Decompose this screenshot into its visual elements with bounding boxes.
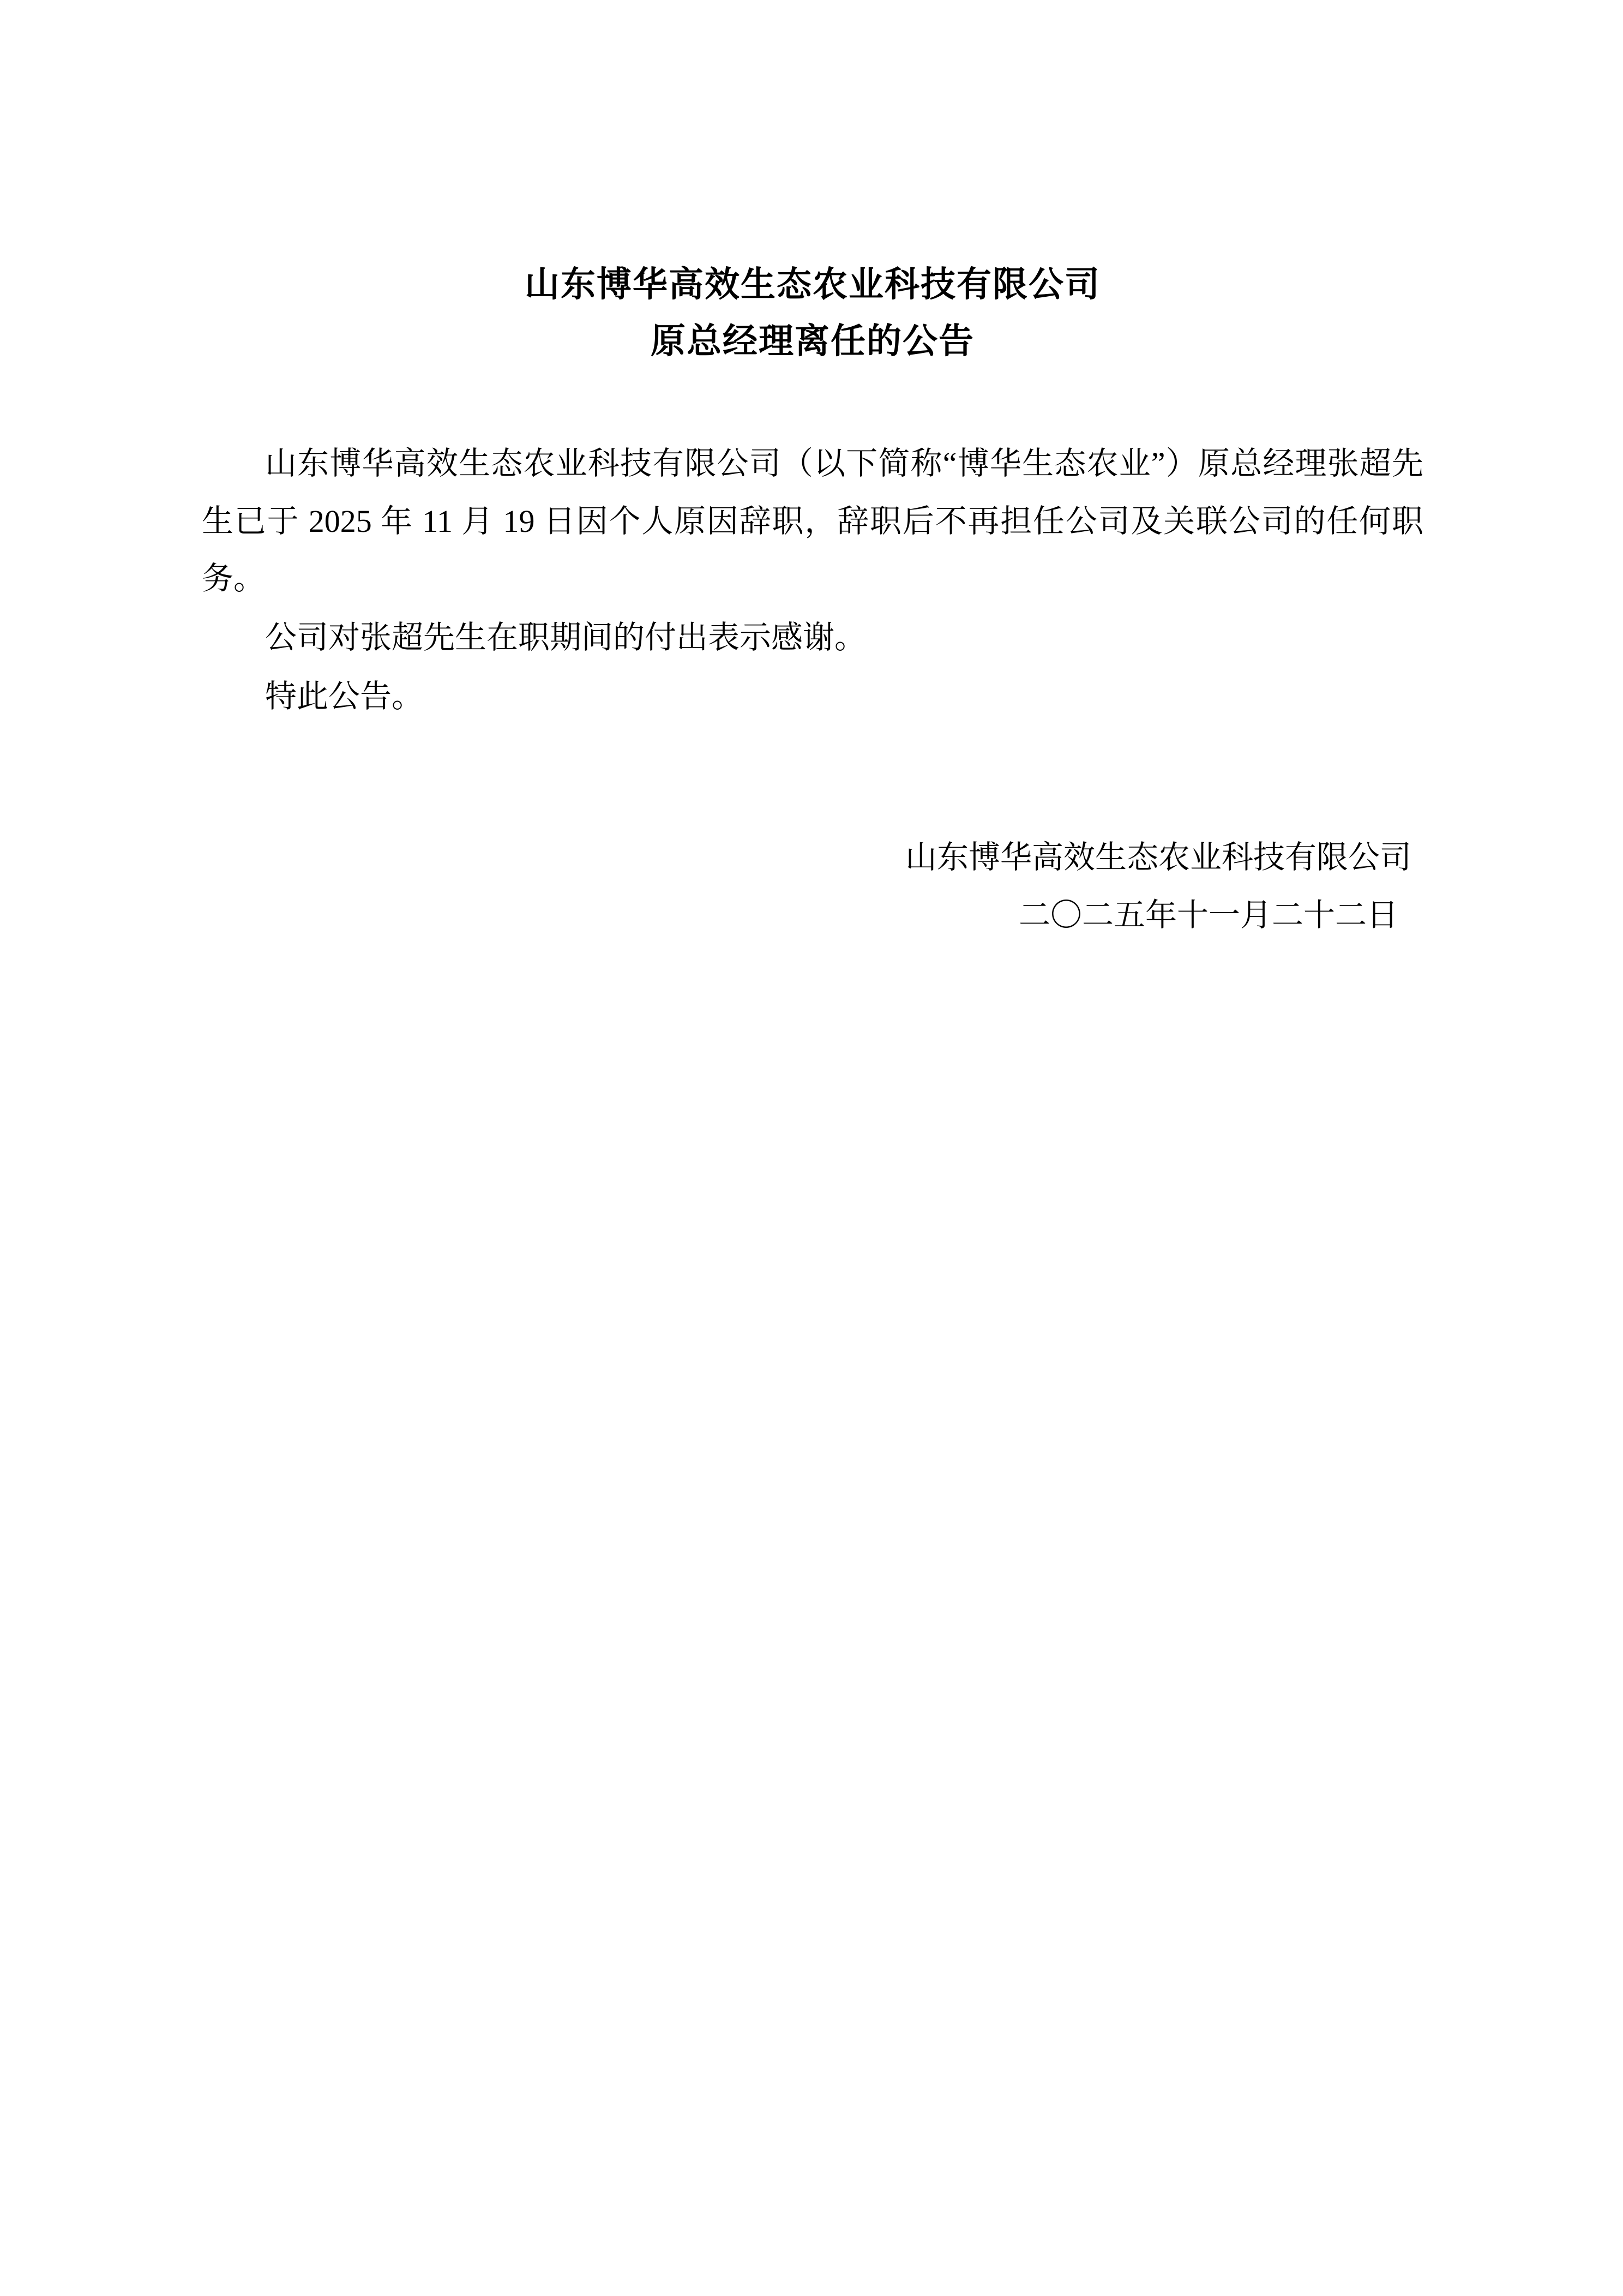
body-paragraph-3: 特此公告。 — [265, 678, 424, 714]
body-paragraph-1: 山东博华高效生态农业科技有限公司（以下简称“博华生态农业”）原总经理张超先生已于 2025 年 11 月 19 日因个人原因辞职，辞职后不再担任公司及关联公司的任何职务。 — [202, 446, 1423, 597]
document-signature — [202, 829, 1423, 944]
title-line-2: 原总经理离任的公告 — [651, 321, 975, 361]
signature-date: 二〇二五年十一月二十二日 — [1018, 897, 1398, 933]
signature-company: 山东博华高效生态农业科技有限公司 — [905, 840, 1411, 876]
document-content — [202, 256, 1423, 944]
body-paragraph-2: 公司对张超先生在职期间的付出表示感谢。 — [265, 619, 867, 655]
document-title — [202, 256, 1423, 369]
document-body — [202, 435, 1423, 725]
title-line-1: 山东博华高效生态农业科技有限公司 — [525, 265, 1101, 304]
